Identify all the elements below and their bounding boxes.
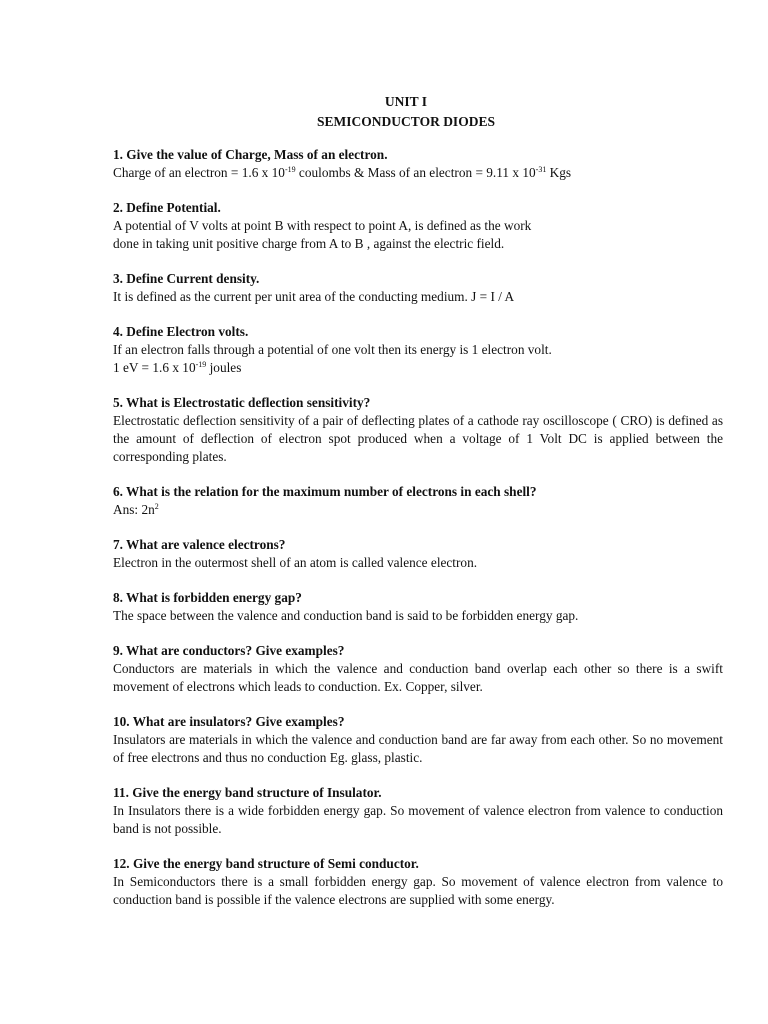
answer-6-exponent: 2 (154, 502, 159, 511)
answer-2-line-2: done in taking unit positive charge from A to B , against the electric field. (113, 236, 505, 251)
answer-4-line-2 (113, 359, 723, 377)
qa-item-7 (113, 536, 723, 572)
document-page (113, 92, 723, 926)
answer-4-line-1: If an electron falls through a potential of one volt then its energy is 1 electron volt. (113, 342, 552, 357)
answer-5: Electrostatic deflection sensitivity of a pair of deflecting plates of a cathode ray oscilloscope ( CRO) is defined as the amount of deflection of electron spot produced when a voltage of 1 Volt DC is applied between the corresponding plates. (113, 413, 723, 464)
answer-6-text: Ans: 2n (113, 502, 155, 517)
question-10: 10. What are insulators? Give examples? (113, 714, 345, 729)
question-9: 9. What are conductors? Give examples? (113, 643, 345, 658)
answer-1 (113, 164, 723, 182)
qa-item-4 (113, 323, 723, 377)
answer-1-exponent-b: -31 (535, 165, 547, 174)
qa-item-11 (113, 784, 723, 838)
qa-item-2 (113, 199, 723, 253)
qa-item-10 (113, 713, 723, 767)
answer-8: The space between the valence and conduction band is said to be forbidden energy gap. (113, 608, 579, 623)
answer-12: In Semiconductors there is a small forbidden energy gap. So movement of valence electron from valence to conduction band is possible if the valence electrons are supplied with some energy. (113, 874, 723, 907)
document-header (113, 92, 723, 132)
question-8: 8. What is forbidden energy gap? (113, 590, 302, 605)
answer-4-text-b: joules (206, 360, 242, 375)
answer-6 (113, 501, 723, 519)
answer-7: Electron in the outermost shell of an atom is called valence electron. (113, 555, 478, 570)
question-12: 12. Give the energy band structure of Semi conductor. (113, 856, 419, 871)
answer-9: Conductors are materials in which the valence and conduction band overlap each other so there is a swift movement of electrons which leads to conduction. Ex. Copper, silver. (113, 661, 723, 694)
answer-1-exponent-a: -19 (284, 165, 296, 174)
subject-title: SEMICONDUCTOR DIODES (317, 114, 495, 129)
qa-item-5 (113, 394, 723, 466)
answer-2-line-1: A potential of V volts at point B with respect to point A, is defined as the work (113, 218, 532, 233)
answer-4-exponent: -19 (195, 360, 207, 369)
answer-3: It is defined as the current per unit area of the conducting medium. J = I / A (113, 289, 515, 304)
answer-1-text-b: coulombs & Mass of an electron = 9.11 x 10 (295, 165, 536, 180)
question-3: 3. Define Current density. (113, 271, 260, 286)
answer-4-text-a: 1 eV = 1.6 x 10 (113, 360, 196, 375)
question-7: 7. What are valence electrons? (113, 537, 286, 552)
answer-11: In Insulators there is a wide forbidden energy gap. So movement of valence electron from valence to conduction band is not possible. (113, 803, 723, 836)
question-4: 4. Define Electron volts. (113, 324, 249, 339)
qa-item-1 (113, 146, 723, 182)
qa-item-8 (113, 589, 723, 625)
qa-item-6 (113, 483, 723, 519)
qa-item-9 (113, 642, 723, 696)
question-2: 2. Define Potential. (113, 200, 221, 215)
qa-item-3 (113, 270, 723, 306)
question-5: 5. What is Electrostatic deflection sensitivity? (113, 395, 371, 410)
question-11: 11. Give the energy band structure of Insulator. (113, 785, 382, 800)
qa-item-12 (113, 855, 723, 909)
answer-10: Insulators are materials in which the valence and conduction band are far away from each other. So no movement of free electrons and thus no conduction Eg. glass, plastic. (113, 732, 723, 765)
unit-title: UNIT I (384, 94, 428, 109)
answer-1-text-c: Kgs (546, 165, 572, 180)
answer-1-text-a: Charge of an electron = 1.6 x 10 (113, 165, 285, 180)
question-1: 1. Give the value of Charge, Mass of an electron. (113, 147, 388, 162)
question-6: 6. What is the relation for the maximum number of electrons in each shell? (113, 484, 537, 499)
